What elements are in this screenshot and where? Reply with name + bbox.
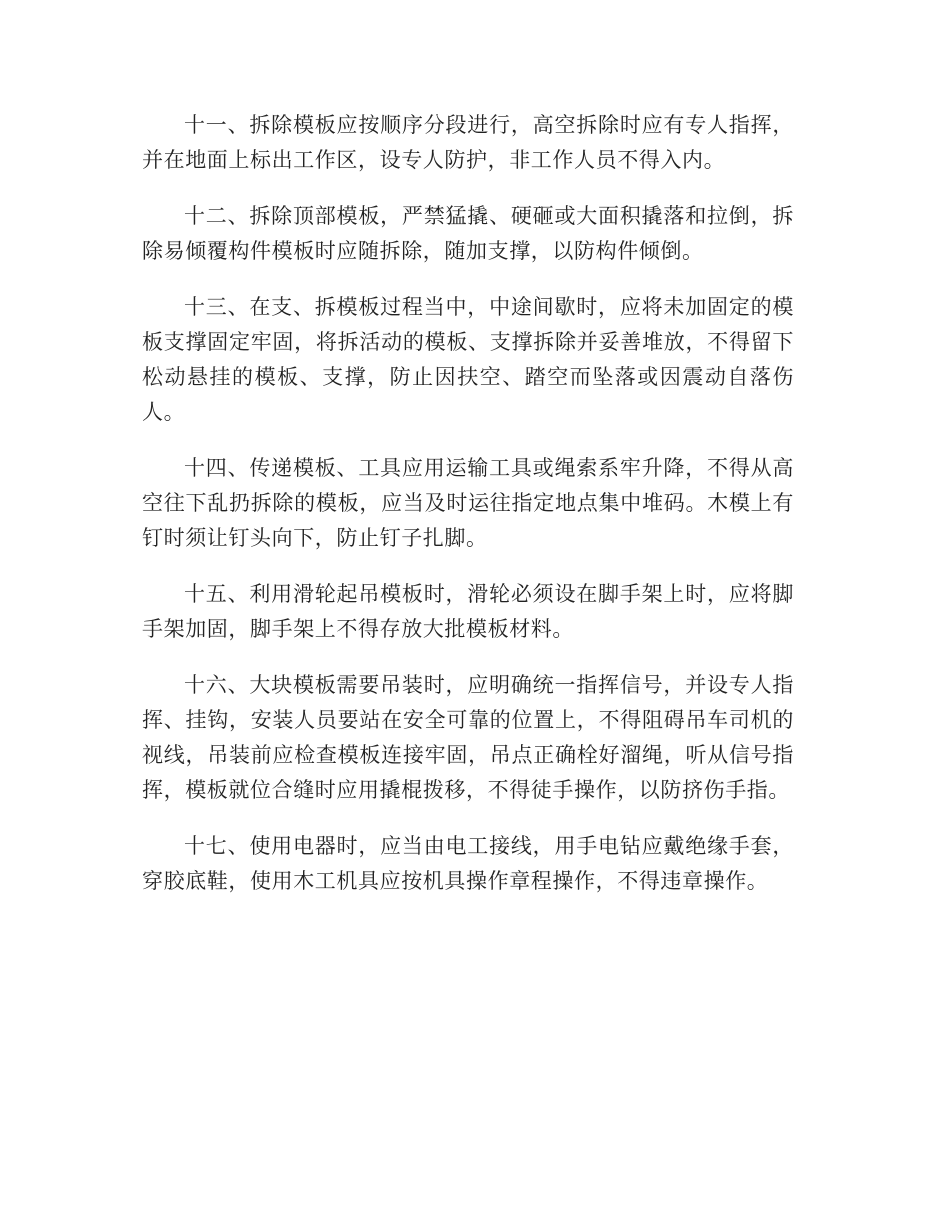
paragraph-16: 十六、大块模板需要吊装时，应明确统一指挥信号，并设专人指挥、挂钩，安装人员要站在安全可靠的位置上，不得阻碍吊车司机的视线，吊装前应检查模板连接牢固，吊点正确栓好溜绳，听从信号指挥，模板就位合缝时应用撬棍拨移，不得徒手操作，以防挤伤手指。 bbox=[142, 673, 794, 802]
paragraph-17: 十七、使用电器时，应当由电工接线，用手电钻应戴绝缘手套，穿胶底鞋，使用木工机具应按机具操作章程操作，不得违章操作。 bbox=[142, 834, 794, 893]
paragraph-14: 十四、传递模板、工具应用运输工具或绳索系牢升降，不得从高空往下乱扔拆除的模板，应当及时运往指定地点集中堆码。木模上有钉时须让钉头向下，防止钉子扎脚。 bbox=[142, 456, 794, 550]
paragraph-15: 十五、利用滑轮起吊模板时，滑轮必须设在脚手架上时，应将脚手架加固，脚手架上不得存放大批模板材料。 bbox=[142, 582, 794, 641]
paragraph-12: 十二、拆除顶部模板，严禁猛撬、硬砸或大面积撬落和拉倒，拆除易倾覆构件模板时应随拆除，随加支撑，以防构件倾倒。 bbox=[142, 204, 794, 263]
paragraph-13: 十三、在支、拆模板过程当中，中途间歇时，应将未加固定的模板支撑固定牢固，将拆活动的模板、支撑拆除并妥善堆放，不得留下松动悬挂的模板、支撑，防止因扶空、踏空而坠落或因震动自落伤人。 bbox=[142, 295, 794, 424]
paragraph-11: 十一、拆除模板应按顺序分段进行，高空拆除时应有专人指挥，并在地面上标出工作区，设专人防护，非工作人员不得入内。 bbox=[142, 113, 794, 172]
document-body bbox=[142, 108, 794, 920]
